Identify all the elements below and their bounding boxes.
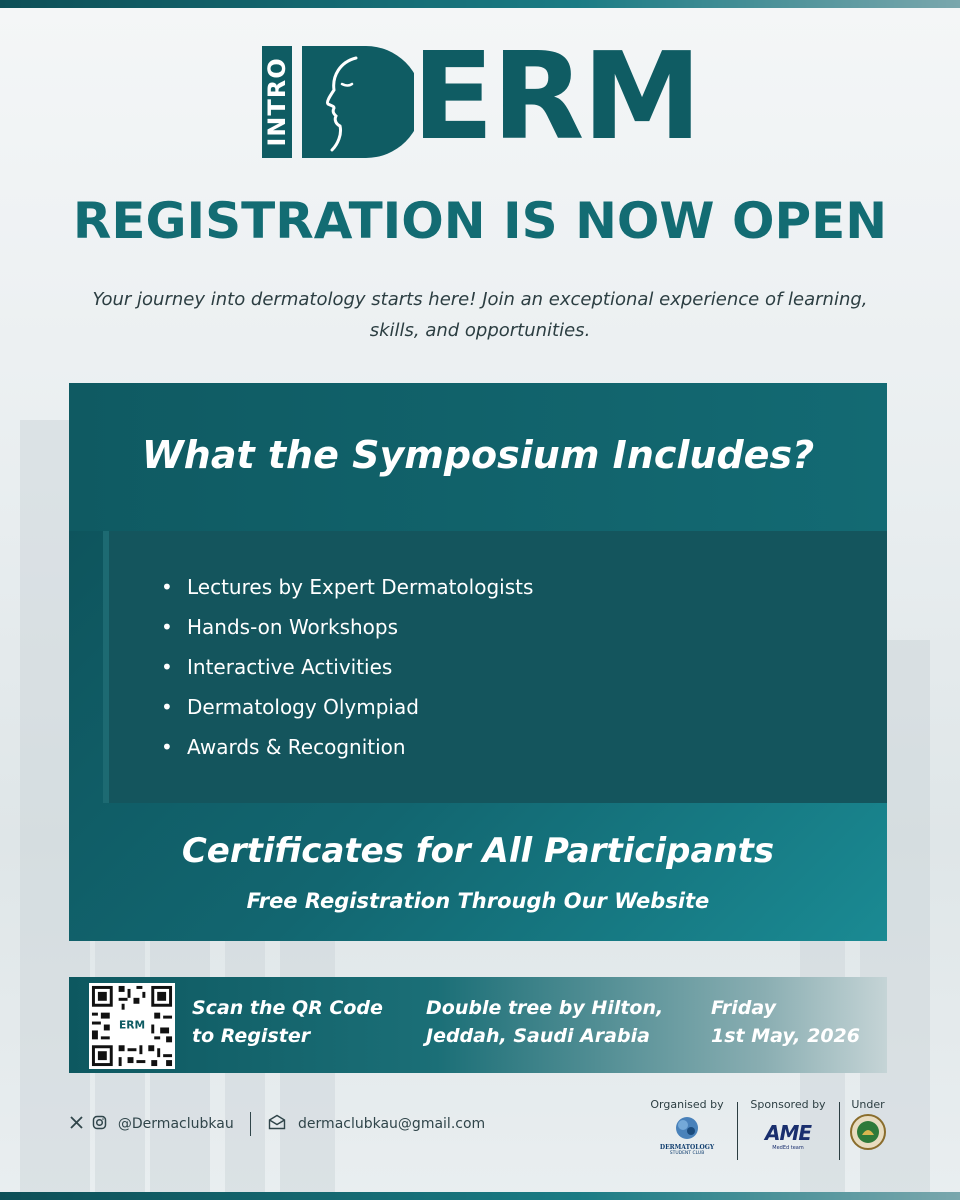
divider bbox=[737, 1102, 738, 1160]
qr-logo-text: ERM bbox=[118, 1018, 146, 1032]
list-item: • Awards & Recognition bbox=[161, 727, 533, 767]
qr-code[interactable] bbox=[89, 983, 175, 1069]
scan-line-2: to Register bbox=[192, 1024, 311, 1047]
sponsor-sub: MedEd team bbox=[772, 1145, 804, 1151]
scan-instructions bbox=[192, 995, 383, 1050]
venue-line-1: Double tree by Hilton, bbox=[426, 997, 664, 1019]
instagram-icon[interactable] bbox=[92, 1115, 107, 1134]
logo-intro-text: INTRO bbox=[263, 57, 291, 147]
under-authority bbox=[845, 1098, 891, 1154]
sponsored-label: Sponsored by bbox=[750, 1098, 826, 1111]
divider bbox=[250, 1112, 251, 1136]
list-item: • Hands-on Workshops bbox=[161, 607, 533, 647]
top-accent-bar bbox=[0, 0, 960, 8]
date-line-2: 1st May, 2026 bbox=[711, 1024, 860, 1047]
free-registration-text: Free Registration Through Our Website bbox=[246, 889, 710, 913]
university-seal-icon bbox=[849, 1113, 887, 1151]
social-handle[interactable]: @Dermaclubkau bbox=[117, 1116, 234, 1132]
organiser bbox=[645, 1098, 729, 1156]
scan-line-1: Scan the QR Code bbox=[192, 997, 383, 1019]
qr-code-icon bbox=[89, 983, 175, 1069]
date-line-1: Friday bbox=[711, 997, 776, 1019]
sponsor bbox=[743, 1098, 833, 1151]
footer bbox=[69, 1098, 887, 1178]
organised-label: Organised by bbox=[650, 1098, 724, 1111]
mail-icon bbox=[268, 1114, 286, 1134]
list-item: • Dermatology Olympiad bbox=[161, 687, 533, 727]
list-item: • Lectures by Expert Dermatologists bbox=[161, 567, 533, 607]
divider bbox=[839, 1102, 840, 1160]
venue bbox=[426, 995, 663, 1050]
event-date bbox=[711, 995, 860, 1050]
face-profile-icon bbox=[296, 44, 414, 160]
includes-list bbox=[161, 567, 533, 767]
tagline: Your journey into dermatology starts here! Join an exceptional experience of learning, skills, and opportunities. bbox=[92, 289, 868, 341]
includes-list-box bbox=[109, 531, 887, 803]
contact-row bbox=[69, 1112, 485, 1136]
page-headline: REGISTRATION IS NOW OPEN bbox=[72, 192, 888, 250]
intro-derm-logo bbox=[262, 28, 702, 167]
logo-erm-text: ERM bbox=[412, 28, 700, 167]
list-item: • Interactive Activities bbox=[161, 647, 533, 687]
organiser-sub: STUDENT CLUB bbox=[669, 1151, 705, 1156]
info-strip bbox=[69, 977, 887, 1073]
venue-line-2: Jeddah, Saudi Arabia bbox=[426, 1024, 650, 1047]
under-label: Under bbox=[851, 1098, 885, 1111]
email-link[interactable]: dermaclubkau@gmail.com bbox=[298, 1116, 486, 1132]
x-icon[interactable] bbox=[69, 1115, 84, 1134]
panel-title: What the Symposium Includes? bbox=[141, 433, 815, 477]
sponsor-name: AME bbox=[764, 1121, 812, 1145]
dermatology-club-logo-icon bbox=[671, 1115, 703, 1141]
bottom-accent-bar bbox=[0, 1192, 960, 1200]
logo-intro-tab bbox=[262, 46, 292, 158]
organiser-name: DERMATOLOGY bbox=[659, 1144, 715, 1151]
symposium-panel bbox=[69, 383, 887, 941]
certificates-heading: Certificates for All Participants bbox=[181, 831, 775, 871]
